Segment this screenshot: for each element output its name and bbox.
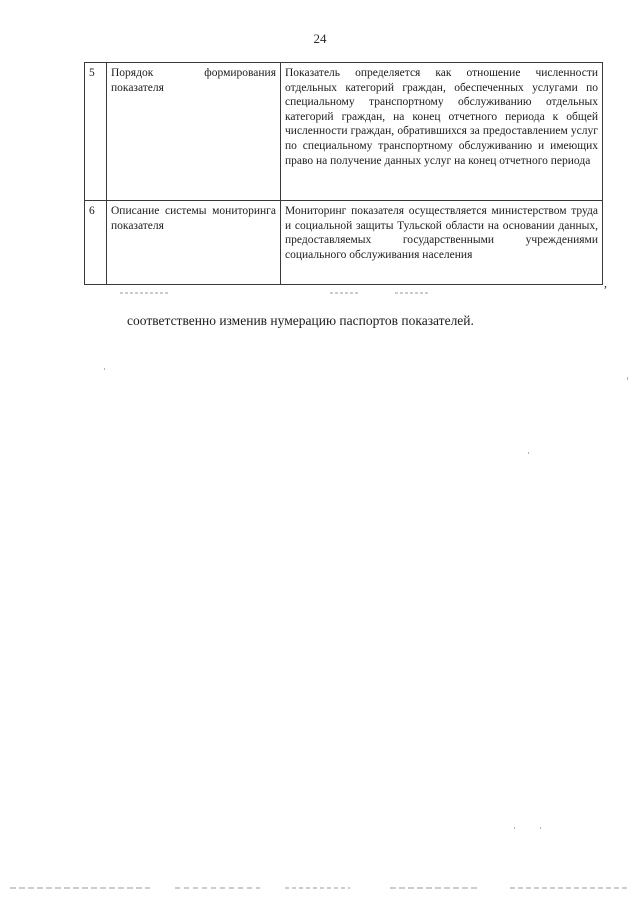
- indicator-passport-table: [84, 62, 603, 285]
- page-number: 24: [313, 31, 327, 46]
- row-number-cell: 5: [85, 63, 107, 201]
- table-row: [85, 201, 603, 285]
- row-value-cell: Мониторинг показателя осуществляется министерством труда и социальной защиты Тульской области на основании данных, предоставляемых государственными учреждениями социального обслуживания населения: [281, 201, 603, 285]
- table-row: [85, 63, 603, 201]
- row-value-cell: Показатель определяется как отношение численности отдельных категорий граждан, обеспеченных услугами по специальному транспортному обслуживанию отдельных категорий граждан, на конец отчетного периода к общей численности граждан, обратившихся за предоставлением услуг по специальному транспортному обслуживанию и имеющих право на получение данных услуг на конец отчетного периода: [281, 63, 603, 201]
- table-trailing-comma: ,: [604, 276, 607, 290]
- row-label-cell: Описание системы мониторинга показателя: [107, 201, 281, 285]
- closing-paragraph: соответственно изменив нумерацию паспортов показателей.: [127, 313, 474, 328]
- row-number-cell: 6: [85, 201, 107, 285]
- row-label-cell: Порядок формирования показателя: [107, 63, 281, 201]
